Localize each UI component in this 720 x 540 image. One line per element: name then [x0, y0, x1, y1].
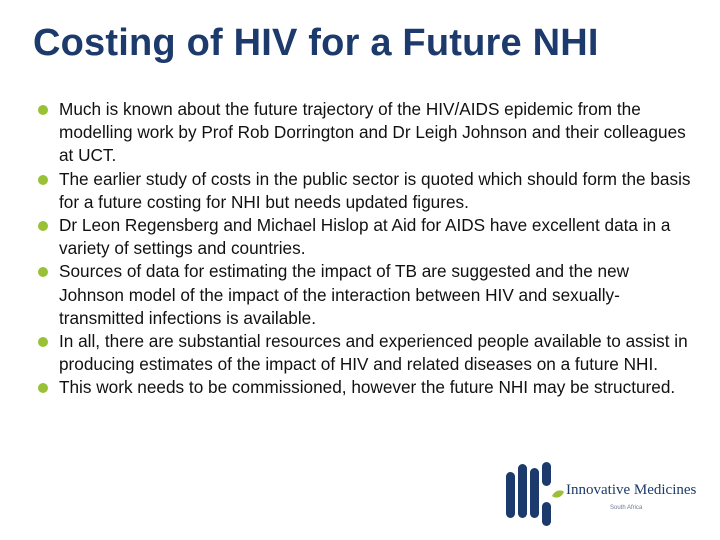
pill-bars-logo-icon [503, 462, 565, 530]
bullet-item [38, 168, 693, 214]
bullet-item [38, 260, 693, 330]
logo-name: Innovative Medicines [566, 482, 697, 498]
bullet-text: Much is known about the future trajectory of the HIV/AIDS epidemic from the modelling work by Prof Rob Dorrington and Dr Leigh Johnson and their colleagues at UCT. [59, 99, 686, 166]
bullet-dot-icon [38, 221, 48, 231]
bullet-text: This work needs to be commissioned, however the future NHI may be structured. [59, 377, 676, 398]
innovative-medicines-logo [503, 462, 703, 530]
bullet-item [38, 214, 693, 260]
bullet-text: Sources of data for estimating the impact of TB are suggested and the new Johnson model of the impact of the interaction between HIV and sexually-transmitted infections is available. [59, 261, 630, 328]
bullet-item [38, 98, 693, 168]
bullet-text: The earlier study of costs in the public sector is quoted which should form the basis for a future costing for NHI but needs updated figures. [59, 168, 691, 212]
bullet-text: In all, there are substantial resources and experienced people available to assist in producing estimates of the impact of HIV and related diseases on a future NHI. [59, 331, 688, 375]
bullet-dot-icon [38, 267, 48, 277]
bullet-item [38, 376, 693, 399]
bullet-dot-icon [38, 337, 48, 347]
bullet-dot-icon [38, 175, 48, 185]
bullet-dot-icon [38, 105, 48, 115]
logo-subtitle: South Africa [610, 505, 643, 511]
bullet-list [38, 98, 693, 400]
bullet-dot-icon [38, 383, 48, 393]
slide-title: Costing of HIV for a Future NHI [33, 22, 599, 64]
bullet-text: Dr Leon Regensberg and Michael Hislop at Aid for AIDS have excellent data in a variety of settings and countries. [59, 215, 671, 259]
bullet-item [38, 330, 693, 376]
